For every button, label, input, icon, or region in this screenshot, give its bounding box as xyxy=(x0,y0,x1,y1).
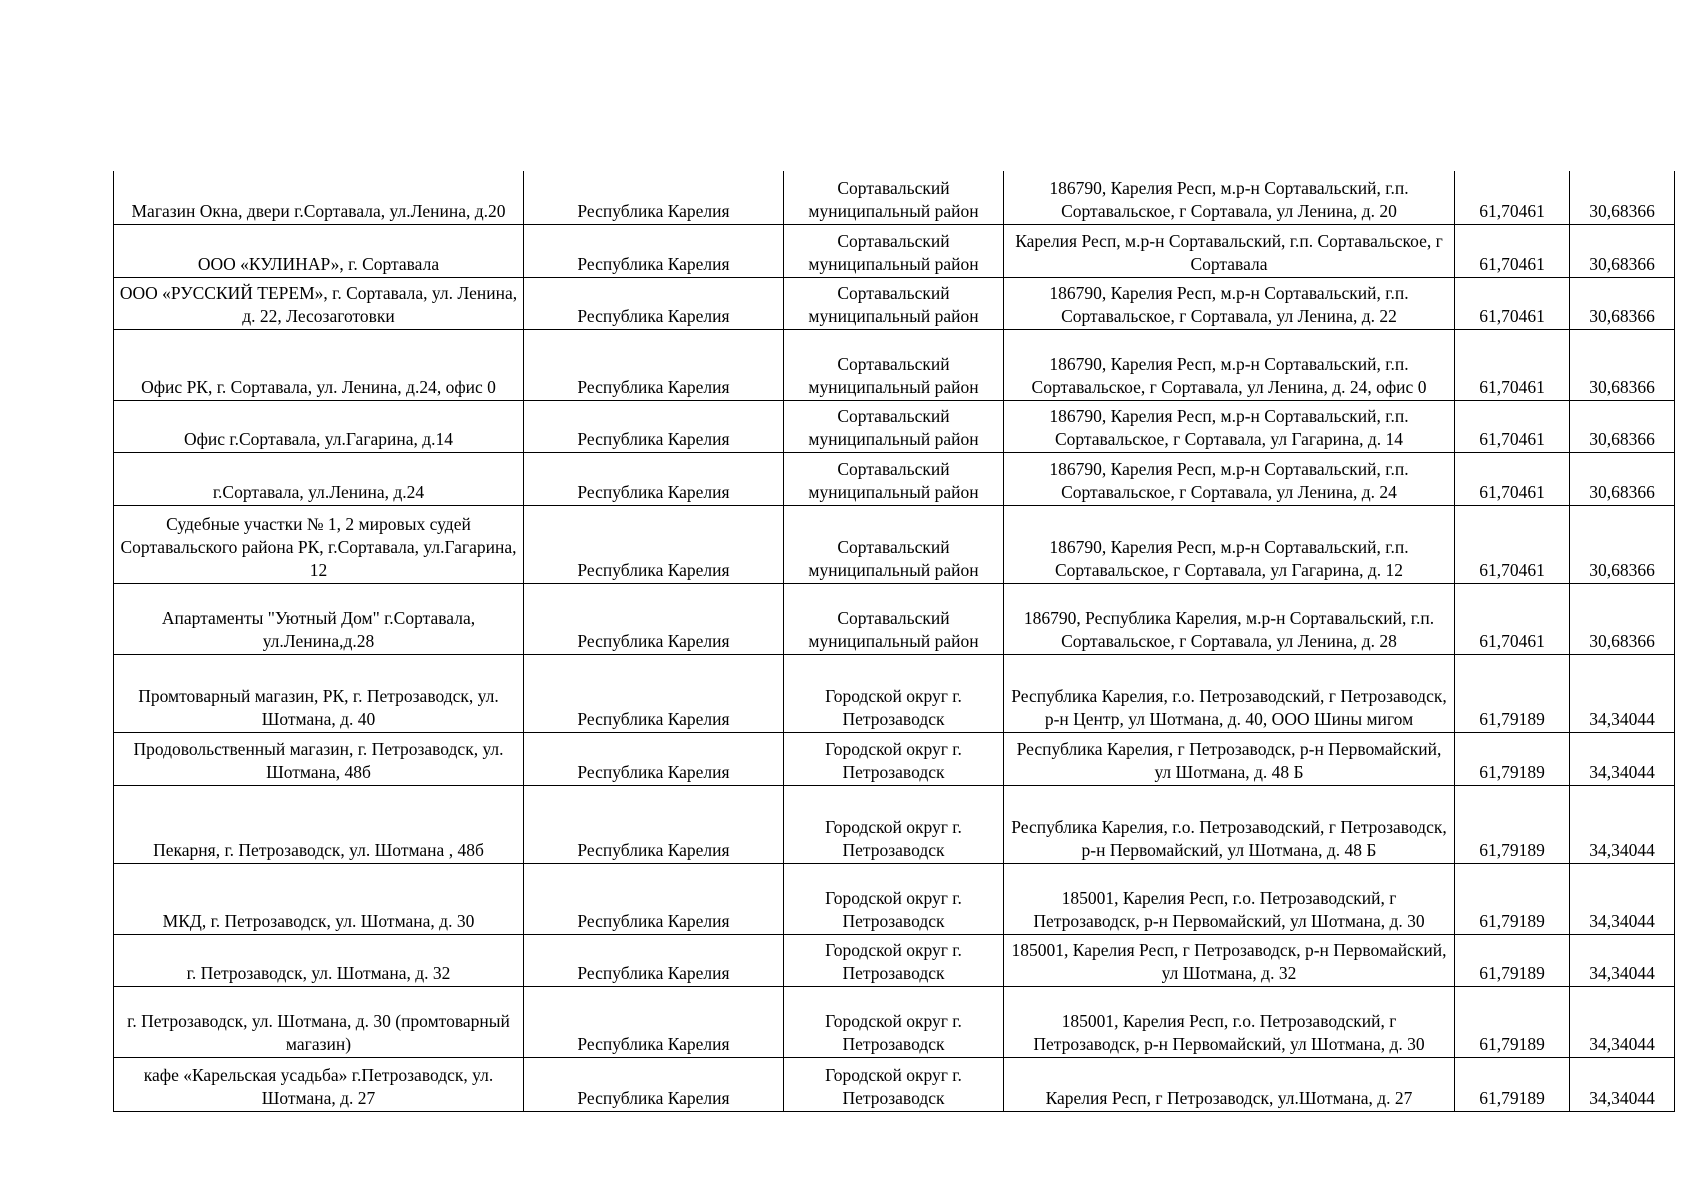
object-name-cell: МКД, г. Петрозаводск, ул. Шотмана, д. 30 xyxy=(114,863,524,934)
municipality-cell: Сортавальский муниципальный район xyxy=(784,583,1004,654)
region-cell: Республика Карелия xyxy=(524,583,784,654)
municipality-cell: Сортавальский муниципальный район xyxy=(784,400,1004,452)
object-name-cell: Пекарня, г. Петрозаводск, ул. Шотмана , 48б xyxy=(114,785,524,863)
municipality-cell: Сортавальский муниципальный район xyxy=(784,277,1004,329)
latitude-cell: 61,70461 xyxy=(1455,277,1570,329)
table-row xyxy=(114,171,1675,224)
municipality-cell: Сортавальский муниципальный район xyxy=(784,452,1004,505)
municipality-cell: Городской округ г. Петрозаводск xyxy=(784,654,1004,732)
table-row xyxy=(114,329,1675,400)
table-row xyxy=(114,934,1675,986)
object-name-cell: г. Петрозаводск, ул. Шотмана, д. 30 (промтоварный магазин) xyxy=(114,986,524,1057)
address-cell: 186790, Карелия Респ, м.р-н Сортавальский, г.п. Сортавальское, г Сортавала, ул Ленина, д. 22 xyxy=(1004,277,1455,329)
municipality-cell: Сортавальский муниципальный район xyxy=(784,505,1004,583)
longitude-cell: 30,68366 xyxy=(1570,329,1675,400)
municipality-cell: Городской округ г. Петрозаводск xyxy=(784,863,1004,934)
region-cell: Республика Карелия xyxy=(524,224,784,277)
latitude-cell: 61,70461 xyxy=(1455,329,1570,400)
longitude-cell: 34,34044 xyxy=(1570,732,1675,785)
address-cell: Республика Карелия, г.о. Петрозаводский, г Петрозаводск, р-н Первомайский, ул Шотмана, д. 48 Б xyxy=(1004,785,1455,863)
table-row xyxy=(114,1057,1675,1111)
latitude-cell: 61,70461 xyxy=(1455,171,1570,224)
address-cell: 186790, Карелия Респ, м.р-н Сортавальский, г.п. Сортавальское, г Сортавала, ул Ленина, д. 24 xyxy=(1004,452,1455,505)
latitude-cell: 61,70461 xyxy=(1455,583,1570,654)
longitude-cell: 30,68366 xyxy=(1570,583,1675,654)
longitude-cell: 34,34044 xyxy=(1570,934,1675,986)
table-row xyxy=(114,654,1675,732)
object-name-cell: Апартаменты "Уютный Дом" г.Сортавала, ул.Ленина,д.28 xyxy=(114,583,524,654)
latitude-cell: 61,70461 xyxy=(1455,452,1570,505)
region-cell: Республика Карелия xyxy=(524,654,784,732)
table-row xyxy=(114,986,1675,1057)
region-cell: Республика Карелия xyxy=(524,934,784,986)
longitude-cell: 30,68366 xyxy=(1570,400,1675,452)
region-cell: Республика Карелия xyxy=(524,171,784,224)
municipality-cell: Сортавальский муниципальный район xyxy=(784,224,1004,277)
longitude-cell: 30,68366 xyxy=(1570,171,1675,224)
address-cell: 186790, Карелия Респ, м.р-н Сортавальский, г.п. Сортавальское, г Сортавала, ул Гагарина, д. 12 xyxy=(1004,505,1455,583)
address-cell: 185001, Карелия Респ, г.о. Петрозаводский, г Петрозаводск, р-н Первомайский, ул Шотмана, д. 30 xyxy=(1004,863,1455,934)
address-cell: Карелия Респ, г Петрозаводск, ул.Шотмана, д. 27 xyxy=(1004,1057,1455,1111)
object-name-cell: г.Сортавала, ул.Ленина, д.24 xyxy=(114,452,524,505)
latitude-cell: 61,79189 xyxy=(1455,1057,1570,1111)
municipality-cell: Городской округ г. Петрозаводск xyxy=(784,1057,1004,1111)
latitude-cell: 61,70461 xyxy=(1455,400,1570,452)
address-registry-table xyxy=(113,171,1675,1112)
longitude-cell: 34,34044 xyxy=(1570,986,1675,1057)
municipality-cell: Городской округ г. Петрозаводск xyxy=(784,986,1004,1057)
longitude-cell: 34,34044 xyxy=(1570,654,1675,732)
region-cell: Республика Карелия xyxy=(524,785,784,863)
latitude-cell: 61,79189 xyxy=(1455,732,1570,785)
municipality-cell: Сортавальский муниципальный район xyxy=(784,171,1004,224)
address-cell: 185001, Карелия Респ, г.о. Петрозаводский, г Петрозаводск, р-н Первомайский, ул Шотмана, д. 30 xyxy=(1004,986,1455,1057)
latitude-cell: 61,79189 xyxy=(1455,934,1570,986)
table-row xyxy=(114,863,1675,934)
address-cell: Республика Карелия, г Петрозаводск, р-н Первомайский, ул Шотмана, д. 48 Б xyxy=(1004,732,1455,785)
region-cell: Республика Карелия xyxy=(524,1057,784,1111)
object-name-cell: кафе «Карельская усадьба» г.Петрозаводск, ул. Шотмана, д. 27 xyxy=(114,1057,524,1111)
longitude-cell: 30,68366 xyxy=(1570,505,1675,583)
longitude-cell: 34,34044 xyxy=(1570,785,1675,863)
table-row xyxy=(114,277,1675,329)
region-cell: Республика Карелия xyxy=(524,863,784,934)
address-cell: Республика Карелия, г.о. Петрозаводский, г Петрозаводск, р-н Центр, ул Шотмана, д. 40, ООО Шины мигом xyxy=(1004,654,1455,732)
municipality-cell: Сортавальский муниципальный район xyxy=(784,329,1004,400)
object-name-cell: Магазин Окна, двери г.Сортавала, ул.Ленина, д.20 xyxy=(114,171,524,224)
longitude-cell: 34,34044 xyxy=(1570,1057,1675,1111)
address-cell: 186790, Республика Карелия, м.р-н Сортавальский, г.п. Сортавальское, г Сортавала, ул Ленина, д. 28 xyxy=(1004,583,1455,654)
object-name-cell: ООО «КУЛИНАР», г. Сортавала xyxy=(114,224,524,277)
object-name-cell: г. Петрозаводск, ул. Шотмана, д. 32 xyxy=(114,934,524,986)
region-cell: Республика Карелия xyxy=(524,329,784,400)
table-row xyxy=(114,732,1675,785)
municipality-cell: Городской округ г. Петрозаводск xyxy=(784,785,1004,863)
object-name-cell: Судебные участки № 1, 2 мировых судей Сортавальского района РК, г.Сортавала, ул.Гагарина, 12 xyxy=(114,505,524,583)
latitude-cell: 61,70461 xyxy=(1455,224,1570,277)
latitude-cell: 61,70461 xyxy=(1455,505,1570,583)
longitude-cell: 30,68366 xyxy=(1570,224,1675,277)
table-row xyxy=(114,505,1675,583)
region-cell: Республика Карелия xyxy=(524,986,784,1057)
latitude-cell: 61,79189 xyxy=(1455,863,1570,934)
address-cell: 186790, Карелия Респ, м.р-н Сортавальский, г.п. Сортавальское, г Сортавала, ул Ленина, д. 20 xyxy=(1004,171,1455,224)
address-cell: 186790, Карелия Респ, м.р-н Сортавальский, г.п. Сортавальское, г Сортавала, ул Ленина, д. 24, офис 0 xyxy=(1004,329,1455,400)
region-cell: Республика Карелия xyxy=(524,400,784,452)
region-cell: Республика Карелия xyxy=(524,452,784,505)
municipality-cell: Городской округ г. Петрозаводск xyxy=(784,732,1004,785)
address-cell: 186790, Карелия Респ, м.р-н Сортавальский, г.п. Сортавальское, г Сортавала, ул Гагарина, д. 14 xyxy=(1004,400,1455,452)
table-row xyxy=(114,785,1675,863)
longitude-cell: 30,68366 xyxy=(1570,452,1675,505)
object-name-cell: Офис г.Сортавала, ул.Гагарина, д.14 xyxy=(114,400,524,452)
region-cell: Республика Карелия xyxy=(524,732,784,785)
object-name-cell: Офис РК, г. Сортавала, ул. Ленина, д.24, офис 0 xyxy=(114,329,524,400)
latitude-cell: 61,79189 xyxy=(1455,785,1570,863)
object-name-cell: ООО «РУССКИЙ ТЕРЕМ», г. Сортавала, ул. Ленина, д. 22, Лесозаготовки xyxy=(114,277,524,329)
latitude-cell: 61,79189 xyxy=(1455,986,1570,1057)
address-cell: 185001, Карелия Респ, г Петрозаводск, р-н Первомайский, ул Шотмана, д. 32 xyxy=(1004,934,1455,986)
address-cell: Карелия Респ, м.р-н Сортавальский, г.п. Сортавальское, г Сортавала xyxy=(1004,224,1455,277)
region-cell: Республика Карелия xyxy=(524,277,784,329)
latitude-cell: 61,79189 xyxy=(1455,654,1570,732)
longitude-cell: 30,68366 xyxy=(1570,277,1675,329)
region-cell: Республика Карелия xyxy=(524,505,784,583)
table-row xyxy=(114,224,1675,277)
table-row xyxy=(114,400,1675,452)
table-row xyxy=(114,583,1675,654)
municipality-cell: Городской округ г. Петрозаводск xyxy=(784,934,1004,986)
object-name-cell: Продовольственный магазин, г. Петрозаводск, ул. Шотмана, 48б xyxy=(114,732,524,785)
table-row xyxy=(114,452,1675,505)
object-name-cell: Промтоварный магазин, РК, г. Петрозаводск, ул. Шотмана, д. 40 xyxy=(114,654,524,732)
longitude-cell: 34,34044 xyxy=(1570,863,1675,934)
